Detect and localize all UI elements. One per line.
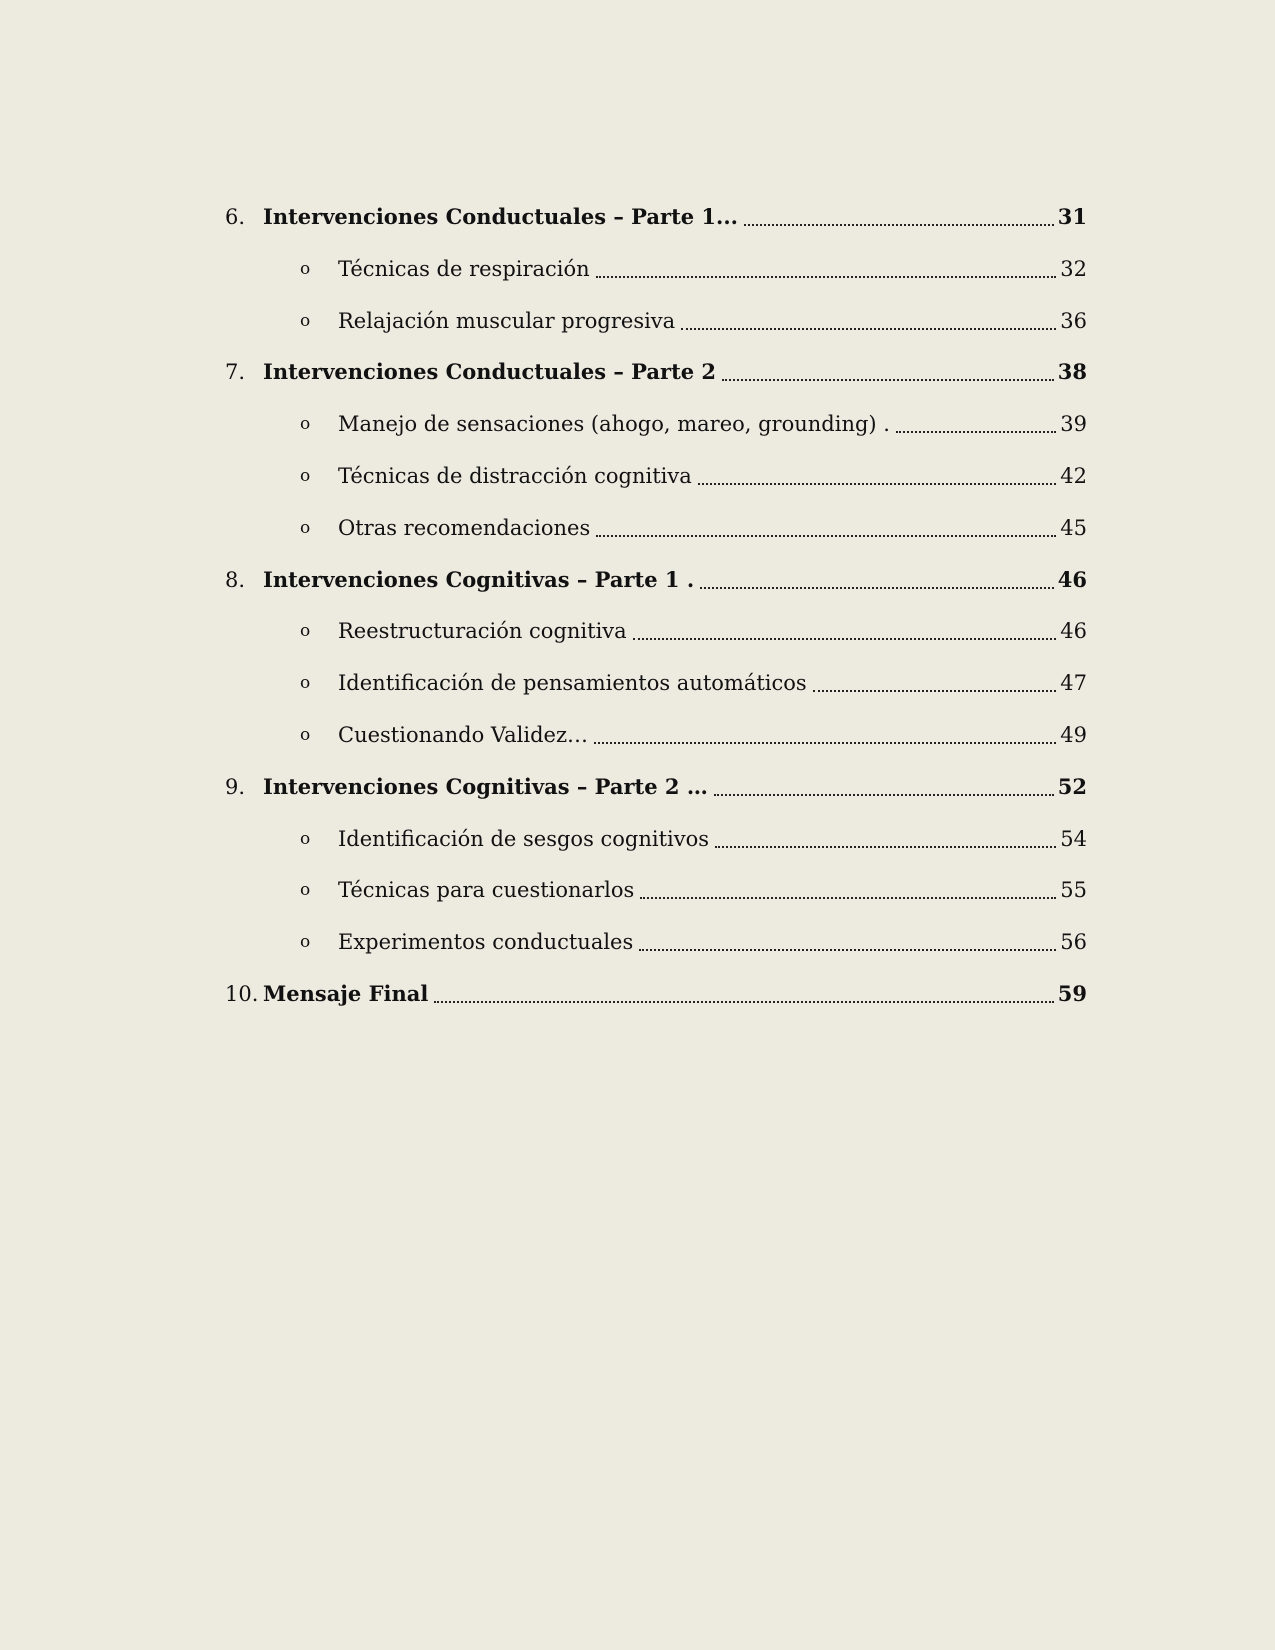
- bullet-icon: o: [300, 414, 311, 435]
- toc-entry-9[interactable]: [225, 769, 1087, 821]
- bullet-icon: o: [300, 310, 311, 331]
- toc-page-number: 45: [1060, 515, 1087, 540]
- toc-number: 8.: [225, 567, 246, 592]
- toc-subentry[interactable]: [225, 303, 1087, 355]
- toc-page-number: 46: [1057, 566, 1087, 592]
- toc-title: Otras recomendaciones: [338, 515, 591, 540]
- table-of-contents: [225, 199, 1087, 1028]
- toc-page-number: 56: [1060, 930, 1087, 955]
- toc-page-number: 52: [1057, 773, 1087, 799]
- toc-subentry[interactable]: [225, 924, 1087, 976]
- toc-number: 9.: [225, 774, 246, 799]
- toc-title: Relajación muscular progresiva: [338, 308, 676, 333]
- dot-leader: [434, 976, 1053, 1012]
- bullet-icon: o: [300, 517, 311, 538]
- toc-title: Identificación de pensamientos automáticos: [338, 671, 807, 696]
- toc-title: Experimentos conductuales: [338, 930, 634, 955]
- toc-page-number: 54: [1060, 826, 1087, 851]
- dot-leader: [633, 613, 1057, 649]
- toc-number: 6.: [225, 205, 246, 229]
- toc-page-number: 42: [1060, 463, 1087, 488]
- dot-leader: [594, 717, 1056, 753]
- dot-leader: [639, 924, 1056, 960]
- bullet-icon: o: [300, 465, 311, 486]
- dot-leader: [596, 510, 1056, 546]
- toc-subentry[interactable]: [225, 872, 1087, 924]
- toc-entry-7[interactable]: [225, 354, 1087, 406]
- toc-page-number: 36: [1060, 308, 1087, 333]
- toc-subentry[interactable]: [225, 821, 1087, 873]
- toc-entry-6[interactable]: [225, 199, 1087, 251]
- toc-page-number: 38: [1057, 359, 1087, 385]
- toc-title: Identificación de sesgos cognitivos: [338, 826, 710, 851]
- toc-subentry[interactable]: [225, 717, 1087, 769]
- toc-title: Intervenciones Conductuales – Parte 1...: [263, 204, 738, 229]
- dot-leader: [698, 458, 1057, 494]
- bullet-icon: o: [300, 932, 311, 953]
- bullet-icon: o: [300, 880, 311, 901]
- toc-subentry[interactable]: [225, 510, 1087, 562]
- bullet-icon: o: [300, 621, 311, 642]
- toc-title: Reestructuración cognitiva: [338, 619, 627, 644]
- dot-leader: [715, 821, 1056, 857]
- toc-page-number: 46: [1060, 619, 1087, 644]
- toc-number: 10.: [225, 981, 259, 1006]
- toc-subentry[interactable]: [225, 458, 1087, 510]
- toc-page-number: 31: [1057, 204, 1087, 229]
- bullet-icon: o: [300, 673, 311, 694]
- dot-leader: [813, 665, 1057, 701]
- dot-leader: [700, 562, 1054, 598]
- dot-leader: [640, 872, 1056, 908]
- toc-entry-8[interactable]: [225, 562, 1087, 614]
- dot-leader: [744, 199, 1054, 235]
- toc-page-number: 49: [1060, 722, 1087, 747]
- toc-number: 7.: [225, 360, 246, 385]
- toc-subentry[interactable]: [225, 251, 1087, 303]
- dot-leader: [722, 354, 1054, 390]
- toc-title: Intervenciones Cognitivas – Parte 2 …: [263, 773, 708, 799]
- dot-leader: [714, 769, 1054, 805]
- toc-title: Intervenciones Conductuales – Parte 2: [263, 359, 717, 385]
- dot-leader: [681, 303, 1056, 339]
- toc-entry-10[interactable]: [225, 976, 1087, 1028]
- toc-subentry[interactable]: [225, 665, 1087, 717]
- toc-subentry[interactable]: [225, 406, 1087, 458]
- toc-page-number: 39: [1060, 412, 1087, 437]
- toc-page-number: 47: [1060, 671, 1087, 696]
- toc-subentry[interactable]: [225, 613, 1087, 665]
- bullet-icon: o: [300, 258, 311, 279]
- toc-page-number: 55: [1060, 878, 1087, 903]
- toc-title: Técnicas para cuestionarlos: [338, 878, 635, 903]
- toc-page-number: 32: [1060, 256, 1087, 281]
- bullet-icon: o: [300, 828, 311, 849]
- toc-title: Mensaje Final: [263, 980, 429, 1006]
- dot-leader: [596, 251, 1057, 287]
- toc-title: Cuestionando Validez…: [338, 722, 589, 747]
- dot-leader: [896, 406, 1056, 442]
- toc-title: Técnicas de distracción cognitiva: [338, 463, 692, 488]
- toc-title: Manejo de sensaciones (ahogo, mareo, grounding) .: [338, 412, 890, 437]
- toc-title: Técnicas de respiración: [338, 256, 590, 281]
- toc-page-number: 59: [1057, 980, 1087, 1006]
- bullet-icon: o: [300, 724, 311, 745]
- toc-title: Intervenciones Cognitivas – Parte 1 .: [263, 566, 695, 592]
